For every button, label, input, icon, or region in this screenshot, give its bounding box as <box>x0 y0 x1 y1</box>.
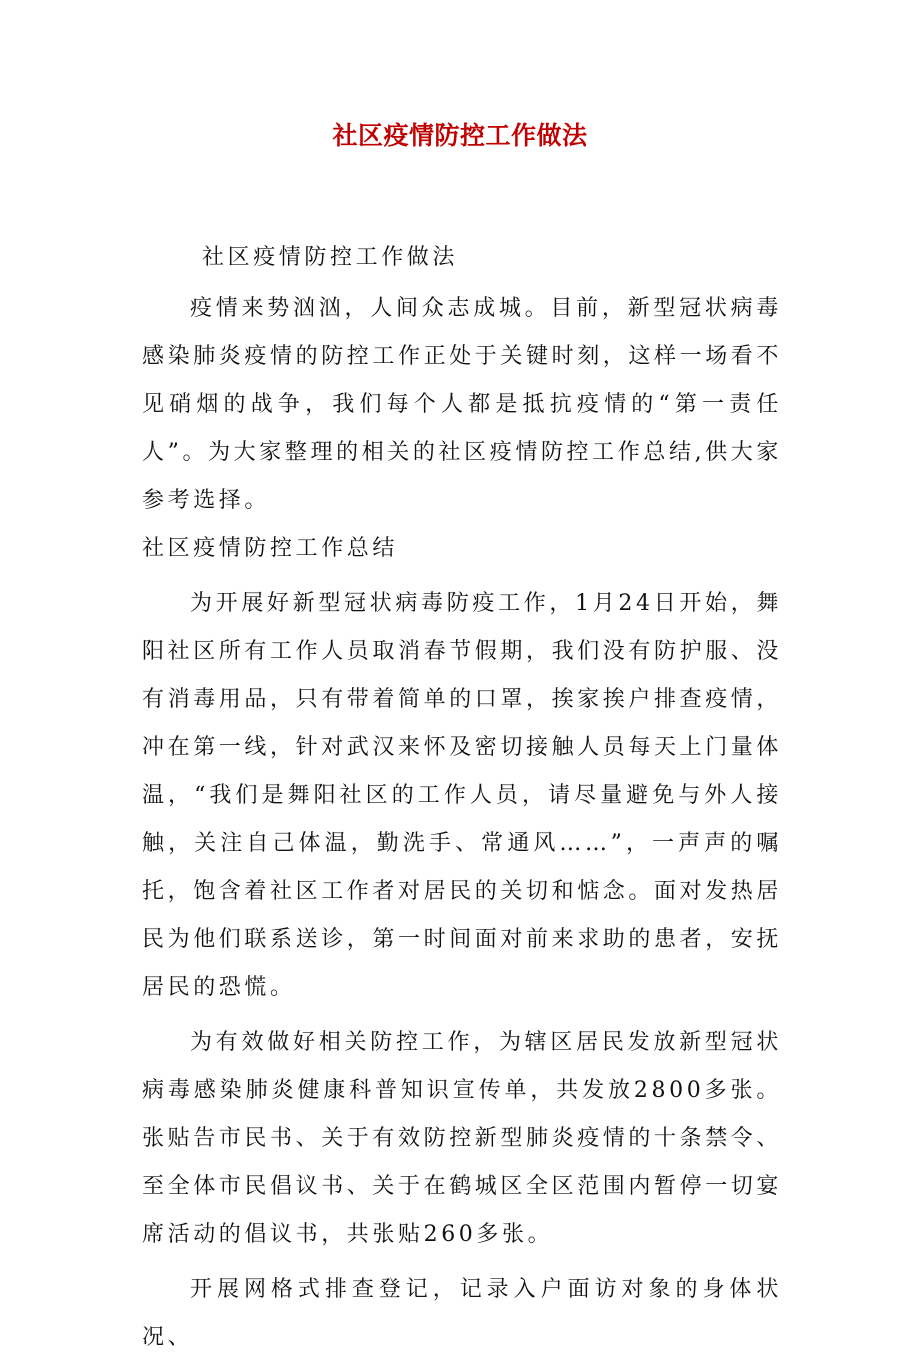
document-subtitle: 社区疫情防控工作做法 <box>202 245 459 270</box>
paragraph-intro: 疫情来势汹汹，人间众志成城。目前，新型冠状病毒感染肺炎疫情的防控工作正处于关键时刻，这样一场看不见硝烟的战争，我们每个人都是抵抗疫情的“第一责任人”。为大家整理的相关的社区疫情防控工作总结,供大家参考选择。 <box>142 296 783 513</box>
paragraph-leaflets: 为有效做好相关防控工作，为辖区居民发放新型冠状病毒感染肺炎健康科普知识宣传单，共发放2800多张。张贴告市民书、关于有效防控新型肺炎疫情的十条禁令、至全体市民倡议书、关于在鹤城区全区范围内暂停一切宴席活动的倡议书，共张贴260多张。 <box>142 1030 783 1247</box>
document-title: 社区疫情防控工作做法 <box>332 121 588 150</box>
paragraph-community-work: 为开展好新型冠状病毒防疫工作，1月24日开始，舞阳社区所有工作人员取消春节假期，我们没有防护服、没有消毒用品，只有带着简单的口罩，挨家挨户排查疫情，冲在第一线，针对武汉来怀及密切接触人员每天上门量体温，“我们是舞阳社区的工作人员，请尽量避免与外人接触，关注自己体温，勤洗手、常通风……”，一声声的嘱托，饱含着社区工作者对居民的关切和惦念。面对发热居民为他们联系送诊，第一时间面对前来求助的患者，安抚居民的恐慌。 <box>142 591 783 1000</box>
document-body <box>142 234 782 1362</box>
paragraph-summary-heading: 社区疫情防控工作总结 <box>142 536 399 561</box>
paragraph-grid-registration: 开展网格式排查登记，记录入户面访对象的身体状况、 <box>142 1277 782 1350</box>
